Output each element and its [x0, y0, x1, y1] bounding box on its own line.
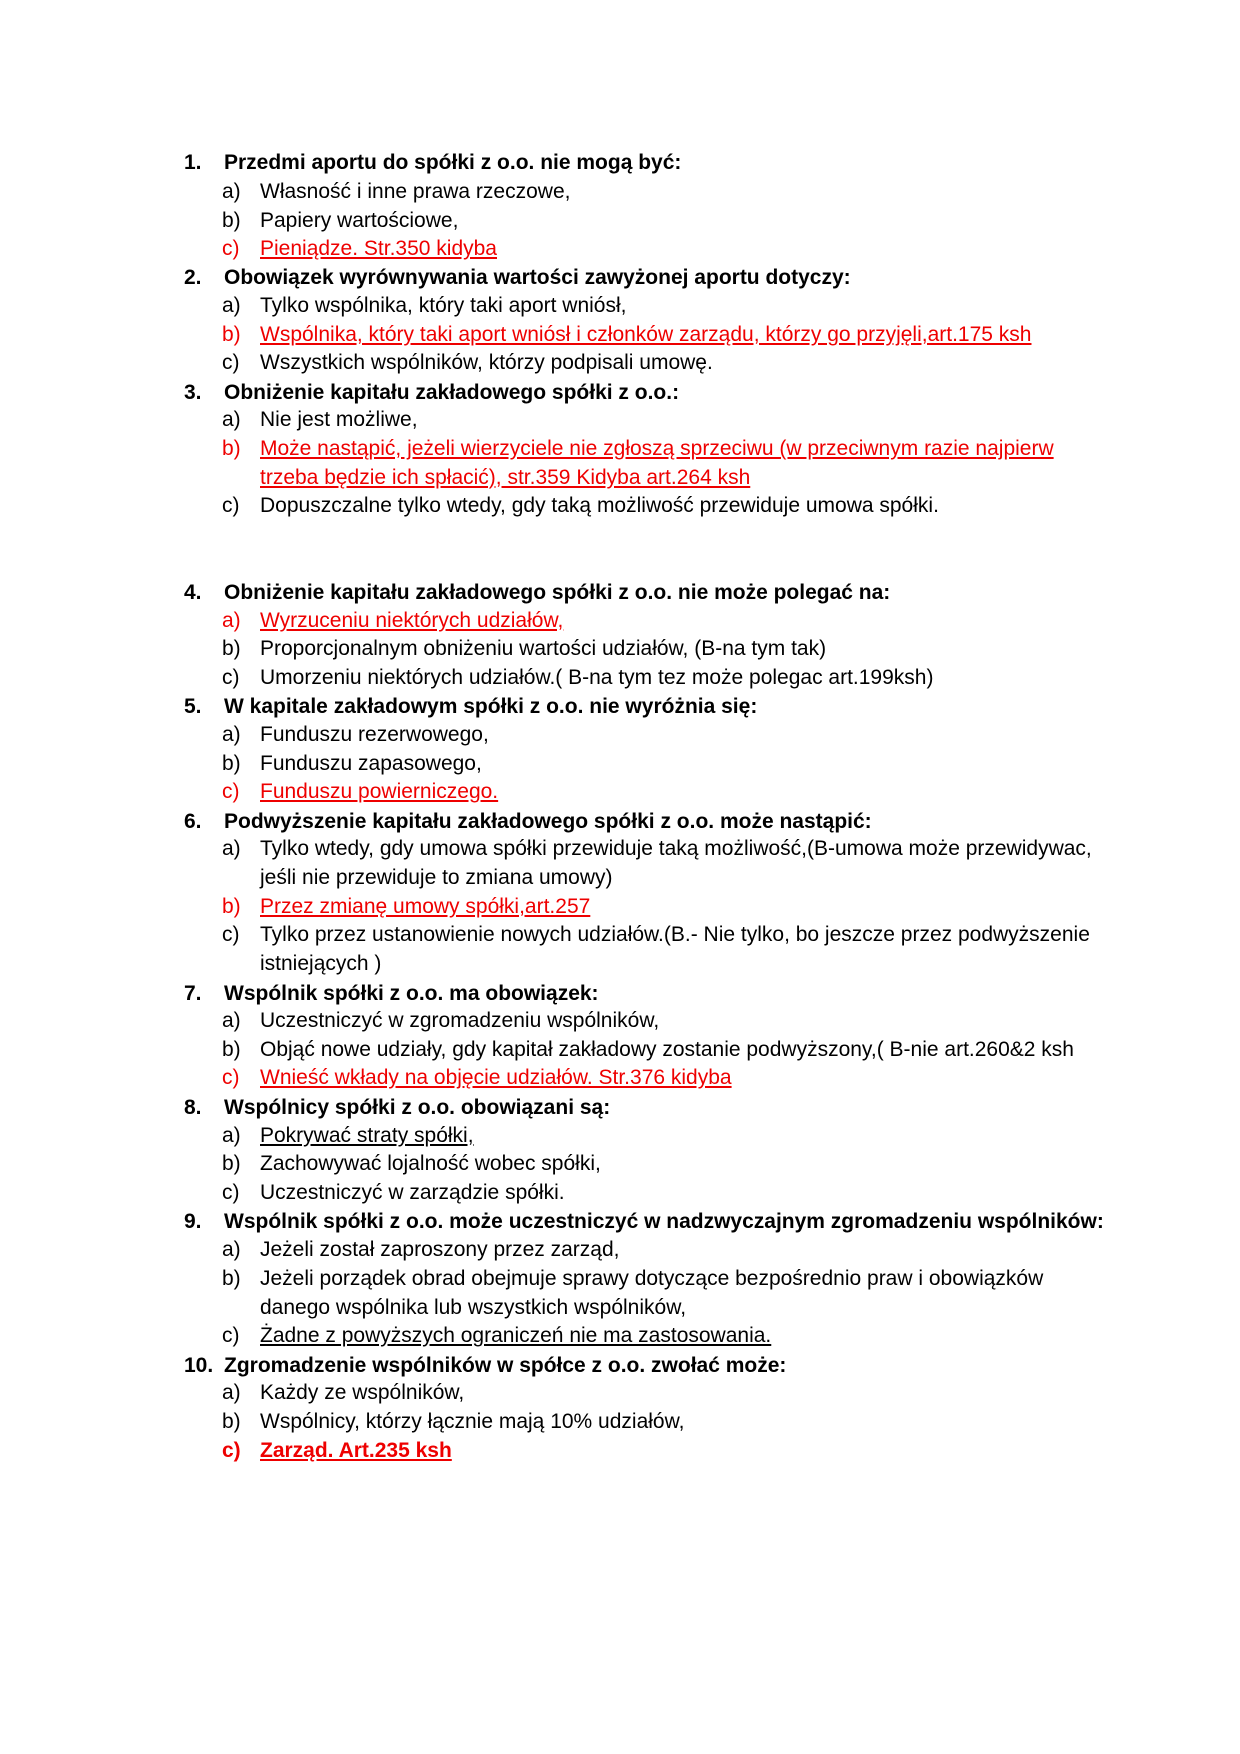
question-6 — [184, 807, 1184, 836]
answer-text: Każdy ze wspólników, — [260, 1381, 465, 1404]
answer-text: Wspólnicy, którzy łącznie mają 10% udziałów, — [260, 1410, 685, 1433]
answer-label: c) — [222, 1181, 240, 1204]
question-number: 1. — [184, 151, 202, 174]
question-number: 3. — [184, 381, 202, 404]
answer-3a — [222, 406, 1102, 435]
answer-text: Zachowywać lojalność wobec spółki, — [260, 1152, 601, 1175]
answer-7c-correct — [222, 1064, 1102, 1093]
answer-label: a) — [222, 408, 241, 431]
answer-4c — [222, 664, 1102, 693]
answer-text: Objąć nowe udziały, gdy kapitał zakładowy zostanie podwyższony,( B-nie art.260&2 ksh — [260, 1038, 1074, 1061]
answer-label: c) — [222, 351, 240, 374]
answer-text: Uczestniczyć w zarządzie spółki. — [260, 1181, 565, 1204]
answer-text: Pieniądze. Str.350 kidyba — [260, 237, 497, 260]
answer-label: c) — [222, 1324, 240, 1347]
answer-label: b) — [222, 752, 241, 775]
answer-8b — [222, 1150, 1102, 1179]
question-number: 8. — [184, 1096, 202, 1119]
answer-5c-correct — [222, 778, 1102, 807]
answer-label: a) — [222, 723, 241, 746]
answer-text: Dopuszczalne tylko wtedy, gdy taką możliwość przewiduje umowa spółki. — [260, 494, 939, 517]
answer-text: Tylko przez ustanowienie nowych udziałów.(B.- Nie tylko, bo jeszcze przez podwyższenie istniejących ) — [260, 923, 1090, 975]
answer-label: b) — [222, 1267, 241, 1290]
answer-label: b) — [222, 1038, 241, 1061]
question-text: Obniżenie kapitału zakładowego spółki z o.o. nie może polegać na: — [224, 581, 891, 604]
answer-label: c) — [222, 1066, 240, 1089]
question-number: 5. — [184, 695, 202, 718]
question-5 — [184, 692, 1184, 721]
answer-6a — [222, 835, 1102, 892]
answer-label: c) — [222, 1439, 241, 1462]
answer-4b — [222, 635, 1102, 664]
answer-label: b) — [222, 1152, 241, 1175]
answer-label: a) — [222, 1124, 241, 1147]
answer-7b — [222, 1036, 1102, 1065]
answer-1b — [222, 207, 1102, 236]
answer-label: b) — [222, 895, 241, 918]
answer-label: a) — [222, 1238, 241, 1261]
answer-10c-correct — [222, 1437, 1102, 1466]
answer-label: a) — [222, 1381, 241, 1404]
question-text: W kapitale zakładowym spółki z o.o. nie wyróżnia się: — [224, 695, 758, 718]
answer-text: Pokrywać straty spółki, — [260, 1124, 474, 1147]
answer-label: c) — [222, 780, 240, 803]
question-number: 4. — [184, 581, 202, 604]
answer-text: Uczestniczyć w zgromadzeniu wspólników, — [260, 1009, 660, 1032]
answer-text: Może nastąpić, jeżeli wierzyciele nie zgłoszą sprzeciwu (w przeciwnym razie najpierw trzeba będzie ich spłacić), str.359 Kidyba art.264 ksh — [260, 437, 1054, 489]
answer-text: Zarząd. Art.235 ksh — [260, 1439, 452, 1462]
question-text: Obowiązek wyrównywania wartości zawyżonej aportu dotyczy: — [224, 266, 851, 289]
answer-label: c) — [222, 923, 240, 946]
answer-label: a) — [222, 294, 241, 317]
answer-text: Papiery wartościowe, — [260, 209, 459, 232]
answer-8c — [222, 1179, 1102, 1208]
answer-label: b) — [222, 209, 241, 232]
answer-text: Umorzeniu niektórych udziałów.( B-na tym tez może polegac art.199ksh) — [260, 666, 934, 689]
answer-3c — [222, 492, 1102, 521]
answer-7a — [222, 1007, 1102, 1036]
answer-1a — [222, 178, 1102, 207]
answer-5a — [222, 721, 1102, 750]
question-9 — [184, 1207, 1184, 1236]
answer-label: c) — [222, 237, 240, 260]
answer-text: Wszystkich wspólników, którzy podpisali umowę. — [260, 351, 713, 374]
answer-text: Jeżeli porządek obrad obejmuje sprawy dotyczące bezpośrednio praw i obowiązków danego wspólnika lub wszystkich wspólników, — [260, 1267, 1044, 1319]
answer-label: b) — [222, 1410, 241, 1433]
answer-9b — [222, 1265, 1102, 1322]
answer-1c-correct — [222, 235, 1102, 264]
answer-text: Proporcjonalnym obniżeniu wartości udziałów, (B-na tym tak) — [260, 637, 827, 660]
question-3 — [184, 378, 1184, 407]
answer-8a-underlined — [222, 1122, 1102, 1151]
answer-label: a) — [222, 609, 241, 632]
answer-text: Funduszu rezerwowego, — [260, 723, 489, 746]
question-number: 2. — [184, 266, 202, 289]
answer-label: c) — [222, 666, 240, 689]
answer-2b-correct — [222, 321, 1102, 350]
answer-text: Jeżeli został zaproszony przez zarząd, — [260, 1238, 620, 1261]
answer-2a — [222, 292, 1102, 321]
question-10 — [184, 1351, 1184, 1380]
answer-label: c) — [222, 494, 240, 517]
answer-text: Nie jest możliwe, — [260, 408, 418, 431]
question-text: Obniżenie kapitału zakładowego spółki z o.o.: — [224, 381, 680, 404]
answer-text: Funduszu zapasowego, — [260, 752, 482, 775]
answer-label: b) — [222, 437, 241, 460]
answer-label: a) — [222, 1009, 241, 1032]
question-7 — [184, 979, 1184, 1008]
question-text: Wspólnik spółki z o.o. ma obowiązek: — [224, 982, 599, 1005]
answer-3b-correct — [222, 435, 1102, 492]
answer-text: Tylko wspólnika, który taki aport wniósł, — [260, 294, 627, 317]
answer-label: b) — [222, 637, 241, 660]
question-number: 7. — [184, 982, 202, 1005]
question-2 — [184, 263, 1184, 292]
question-text: Przedmi aportu do spółki z o.o. nie mogą być: — [224, 151, 682, 174]
answer-label: a) — [222, 180, 241, 203]
question-number: 6. — [184, 810, 202, 833]
question-text: Wspólnik spółki z o.o. może uczestniczyć w nadzwyczajnym zgromadzeniu wspólników: — [224, 1210, 1104, 1233]
answer-6b-correct — [222, 893, 1102, 922]
answer-text: Wyrzuceniu niektórych udziałów, — [260, 609, 564, 632]
answer-9c-underlined — [222, 1322, 1102, 1351]
question-number: 9. — [184, 1210, 202, 1233]
answer-6c — [222, 921, 1102, 978]
answer-9a — [222, 1236, 1102, 1265]
question-8 — [184, 1093, 1184, 1122]
answer-10a — [222, 1379, 1102, 1408]
answer-5b — [222, 750, 1102, 779]
answer-text: Funduszu powierniczego. — [260, 780, 499, 803]
question-text: Podwyższenie kapitału zakładowego spółki z o.o. może nastąpić: — [224, 810, 872, 833]
question-text: Wspólnicy spółki z o.o. obowiązani są: — [224, 1096, 611, 1119]
answer-4a-correct — [222, 607, 1102, 636]
question-4 — [184, 578, 1184, 607]
answer-text: Żadne z powyższych ograniczeń nie ma zastosowania. — [260, 1324, 772, 1347]
answer-text: Własność i inne prawa rzeczowe, — [260, 180, 571, 203]
question-text: Zgromadzenie wspólników w spółce z o.o. zwołać może: — [224, 1354, 787, 1377]
answer-10b — [222, 1408, 1102, 1437]
answer-2c — [222, 349, 1102, 378]
answer-text: Wspólnika, który taki aport wniósł i członków zarządu, którzy go przyjęli,art.175 ksh — [260, 323, 1032, 346]
answer-text: Wnieść wkłady na objęcie udziałów. Str.376 kidyba — [260, 1066, 732, 1089]
answer-label: a) — [222, 837, 241, 860]
question-number: 10. — [184, 1354, 214, 1377]
answer-text: Przez zmianę umowy spółki,art.257 — [260, 895, 591, 918]
answer-label: b) — [222, 323, 241, 346]
question-1 — [184, 148, 1184, 177]
answer-text: Tylko wtedy, gdy umowa spółki przewiduje taką możliwość,(B-umowa może przewidywac, jeśli nie przewiduje to zmiana umowy) — [260, 837, 1092, 889]
